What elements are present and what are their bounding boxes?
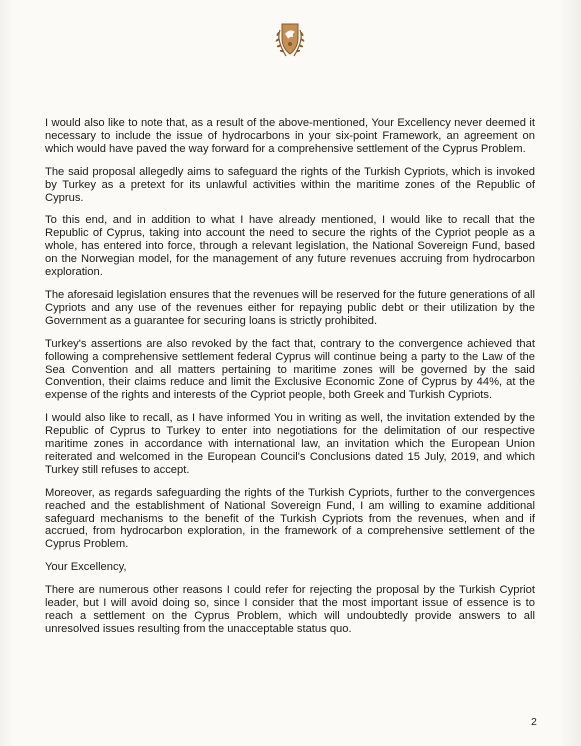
paragraph-proposal-rights: The said proposal allegedly aims to safeguard the rights of the Turkish Cypriots, which is invoked by Turkey as a pretext for its unlawful activities within the maritime zones of the Republic of Cyprus. <box>45 165 535 204</box>
salutation: Your Excellency, <box>45 561 127 574</box>
paragraph-invitation: I would also like to recall, as I have informed You in writing as well, the invitation extended by the Republic of Cyprus to Turkey to enter into negotiations for the delimitation of our respective maritime zones in accordance with international law, an invitation which the European Union reiterated and welcomed in the European Council's Conclusions dated 15 July, 2019, and which Turkey still refuses to accept. <box>45 412 535 476</box>
paragraph-closing: There are numerous other reasons I could refer for rejecting the proposal by the Turkish Cypriot leader, but I will avoid doing so, since I consider that the most important issue of essence is to reach a settlement on the Cyprus Problem, which will undoubtedly provide answers to all unresolved issues resulting from the unacceptable status quo. <box>45 584 535 635</box>
paragraph-sovereign-fund: To this end, and in addition to what I have already mentioned, I would like to recall that the Republic of Cyprus, taking into account the need to secure the rights of the Cypriot people as a whole, has entered into force, through a relevant legislation, the National Sovereign Fund, based on the Norwegian model, for the management of any future revenues accruing from hydrocarbon exploration. <box>45 214 535 279</box>
paragraph-turkey-assertions: Turkey's assertions are also revoked by the fact that, contrary to the convergence achieved that following a comprehensive settlement federal Cyprus will continue being a party to the Law of the Sea Convention and all matters pertaining to maritime zones will be governed by the said Convention, their claims reduce and limit the Exclusive Economic Zone of Cyprus by 44%, at the expense of the rights and interests of the Cypriot people, both Greek and Turkish Cypriots. <box>45 337 535 402</box>
page-number: 2 <box>531 716 537 728</box>
paragraph-hydrocarbons-framework: I would also like to note that, as a result of the above-mentioned, Your Excellency never deemed it necessary to include the issue of hydrocarbons in your six-point Framework, an agreement on which would have paved the way forward for a comprehensive settlement of the Cyprus Problem. <box>45 117 535 155</box>
paragraph-safeguard-mechanisms: Moreover, as regards safeguarding the rights of the Turkish Cypriots, further to the convergences reached and the establishment of National Sovereign Fund, I am willing to examine additional safeguard mechanisms to the benefit of the Turkish Cypriots from the revenues, when and if accrued, from hydrocarbon exploration, in the framework of a comprehensive settlement of the Cyprus Problem. <box>45 486 535 551</box>
paragraph-legislation: The aforesaid legislation ensures that the revenues will be reserved for the future generations of all Cypriots and any use of the revenues either for repaying public debt or their utilization by the Government as a guarantee for securing loans is strictly prohibited. <box>45 288 535 327</box>
letter-body <box>45 117 535 646</box>
cyprus-coat-of-arms-icon <box>268 20 312 60</box>
